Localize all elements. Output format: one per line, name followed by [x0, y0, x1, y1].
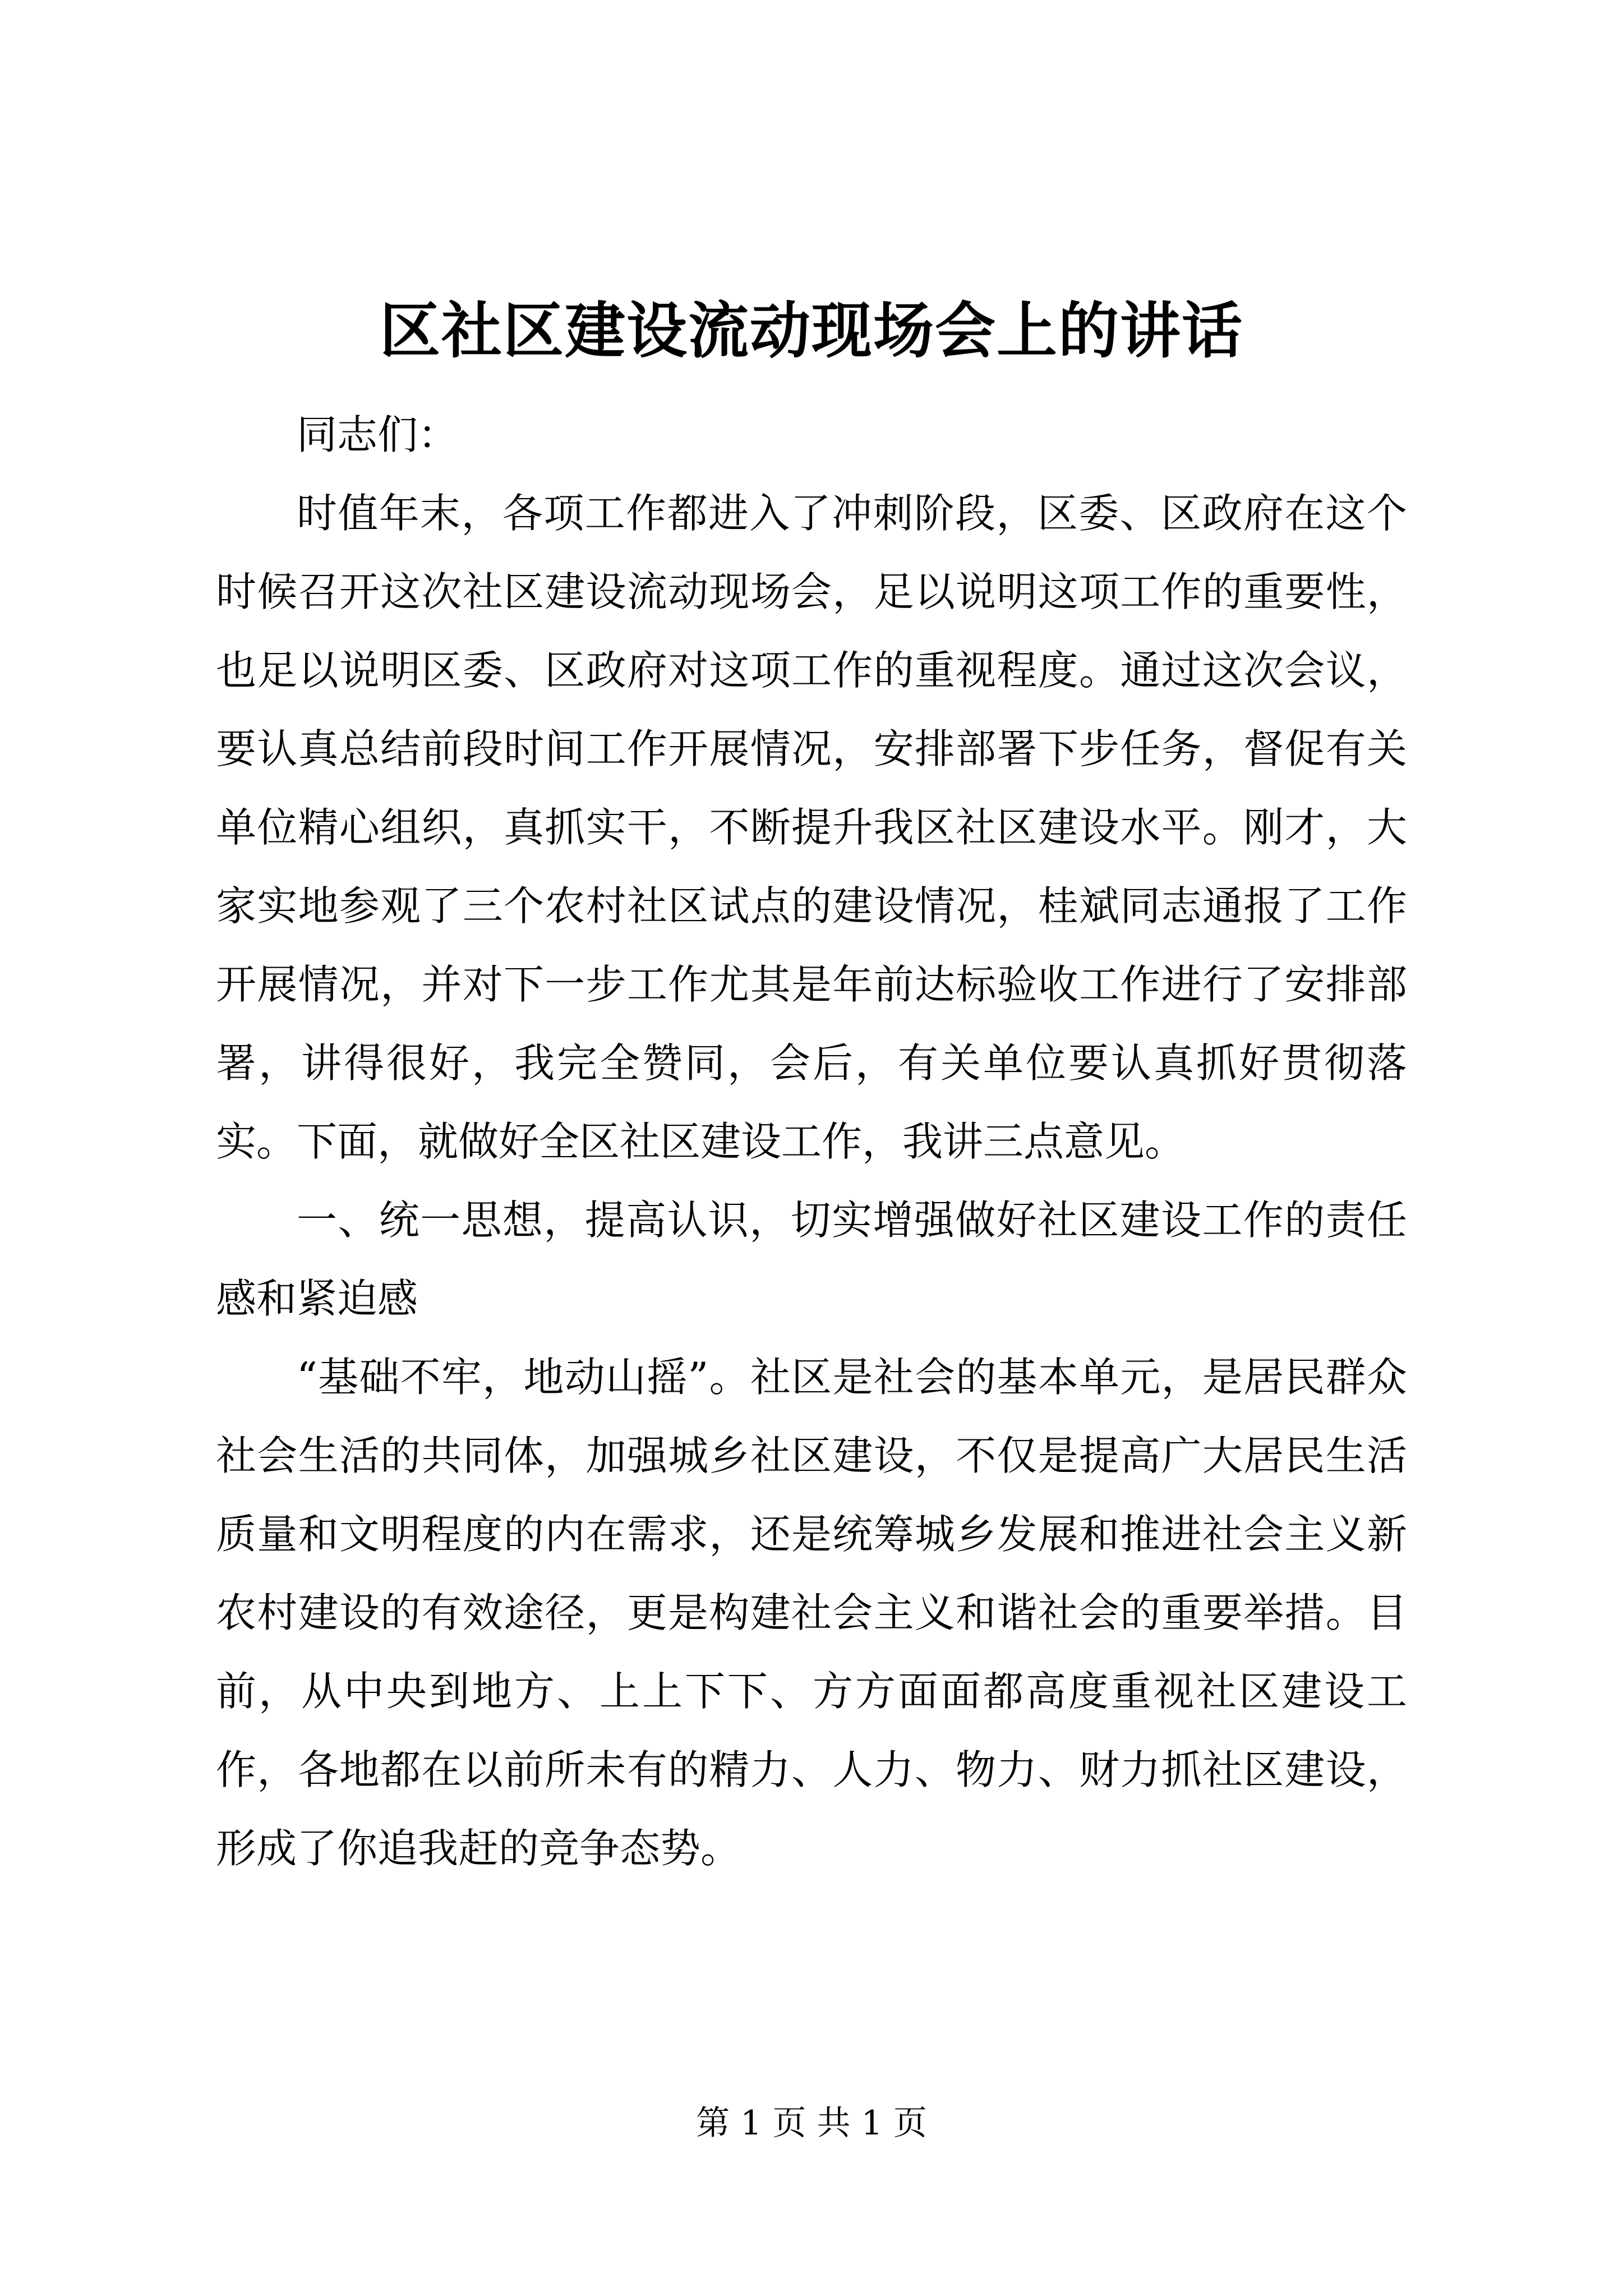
page-footer: 第 1 页 共 1 页	[696, 2104, 927, 2143]
section-heading: 一、统一思想，提高认识，切实增强做好社区建设工作的责任感和紧迫感	[216, 1197, 1407, 1322]
document-title: 区社区建设流动现场会上的讲话	[379, 296, 1243, 366]
body-paragraph: 时值年末，各项工作都进入了冲刺阶段，区委、区政府在这个时候召开这次社区建设流动现场会，足以说明这项工作的重要性，也足以说明区委、区政府对这项工作的重视程度。通过这次会议，要认真总结前段时间工作开展情况，安排部署下步任务，督促有关单位精心组织，真抓实干，不断提升我区社区建设水平。刚才，大家实地参观了三个农村社区试点的建设情况，桂斌同志通报了工作开展情况，并对下一步工作尤其是年前达标验收工作进行了安排部署，讲得很好，我完全赞同，会后，有关单位要认真抓好贯彻落实。下面，就做好全区社区建设工作，我讲三点意见。	[216, 490, 1407, 1165]
document-body	[216, 395, 1407, 1888]
body-paragraph: “基础不牢，地动山摇”。社区是社会的基本单元，是居民群众社会生活的共同体，加强城乡社区建设，不仅是提高广大居民生活质量和文明程度的内在需求，还是统筹城乡发展和推进社会主义新农村建设的有效途径，更是构建社会主义和谐社会的重要举措。目前，从中央到地方、上上下下、方方面面都高度重视社区建设工作，各地都在以前所未有的精力、人力、物力、财力抓社区建设，形成了你追我赶的竞争态势。	[216, 1354, 1407, 1872]
greeting-paragraph: 同志们：	[297, 411, 459, 458]
